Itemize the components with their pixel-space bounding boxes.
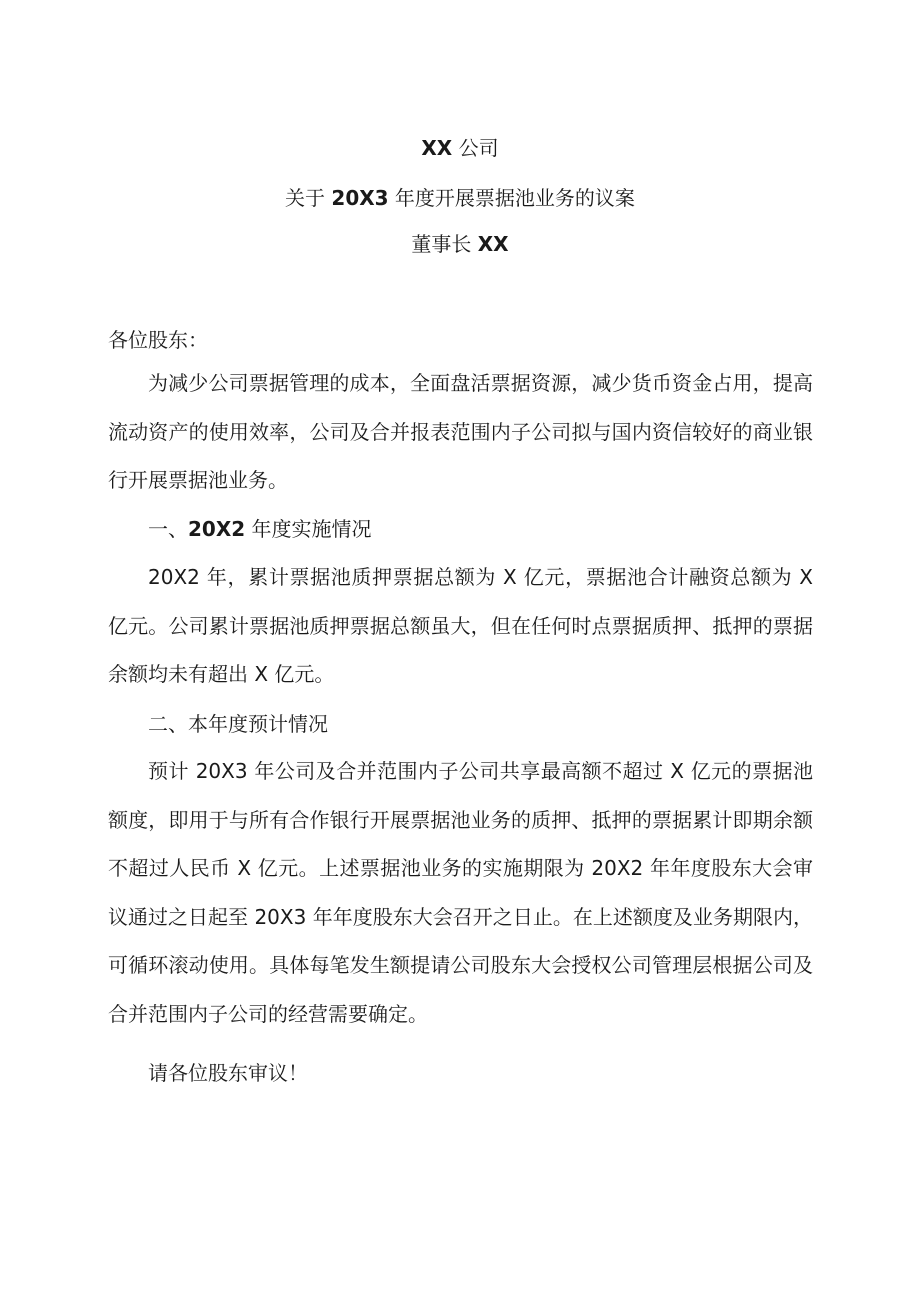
closing-line: 请各位股东审议！	[148, 1061, 308, 1085]
section2-heading: 二、本年度预计情况	[148, 712, 328, 736]
section2-paragraph: 预计 20X3 年公司及合并范围内子公司共享最高额不超过 X 亿元的票据池额度，即用于与所有合作银行开展票据池业务的质押、抵押的票据累计即期余额不超过人民币 X 亿元。上述票据池业务的实施期限为 20X2 年年度股东大会审议通过之日起至 20X3 年年度股东大会召开之日止。在上述额度及业务期限内，可循环滚动使用。具体每笔发生额提请公司股东大会授权公司管理层根据公司及合并范围内子公司的经营需要确定。	[108, 759, 813, 1026]
section1-year: 20X2	[188, 517, 246, 541]
salutation: 各位股东：	[108, 328, 208, 352]
chairman-line	[0, 232, 920, 256]
section1-title: 年度实施情况	[245, 517, 372, 541]
chairman-label: 董事长	[411, 232, 478, 256]
proposal-title-suffix: 年度开展票据池业务的议案	[388, 186, 635, 210]
company-name-suffix: 公司	[452, 136, 499, 160]
section1-number: 一、	[148, 517, 188, 541]
company-title	[0, 136, 920, 160]
proposal-title-prefix: 关于	[285, 186, 332, 210]
proposal-title-year: 20X3	[331, 186, 389, 210]
section1-heading	[148, 517, 372, 541]
company-name-bold: XX	[421, 136, 453, 160]
proposal-title	[0, 186, 920, 210]
section1-paragraph: 20X2 年，累计票据池质押票据总额为 X 亿元，票据池合计融资总额为 X 亿元。公司累计票据池质押票据总额虽大，但在任何时点票据质押、抵押的票据余额均未有超出 X 亿元。	[108, 565, 813, 686]
chairman-name: XX	[477, 232, 509, 256]
intro-paragraph: 为减少公司票据管理的成本，全面盘活票据资源，减少货币资金占用，提高流动资产的使用效率，公司及合并报表范围内子公司拟与国内资信较好的商业银行开展票据池业务。	[108, 371, 813, 492]
